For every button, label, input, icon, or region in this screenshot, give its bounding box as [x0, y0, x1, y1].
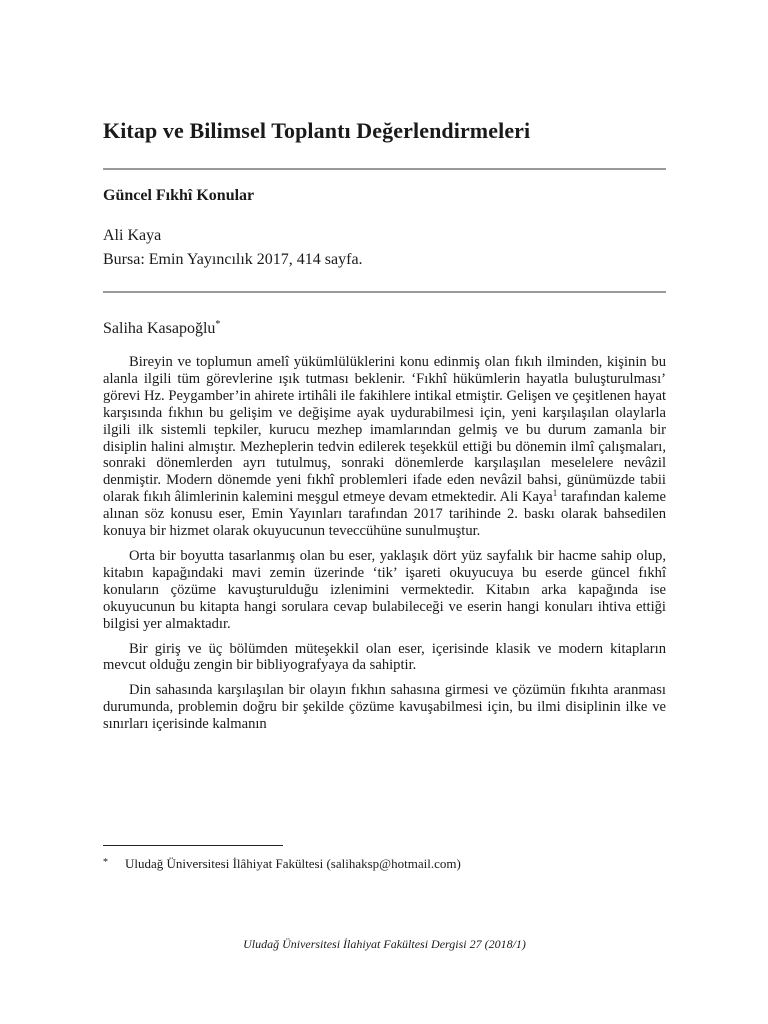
footnote-ref: 1: [552, 488, 558, 499]
reviewer-name: [103, 319, 220, 338]
paragraph-text: tarafından kaleme alınan söz konusu eser, Emin Yayınları tarafından 2017 tarihinde 2. baskı olarak bahsedilen konuya bir hizmet olarak okuyucunun teveccühüne sunulmuştur.: [103, 489, 666, 540]
running-footer: Uludağ Üniversitesi İlahiyat Fakültesi Dergisi 27 (2018/1): [243, 937, 526, 951]
footnote-text: Uludağ Üniversitesi İlâhiyat Fakültesi (salihaksp@hotmail.com): [125, 856, 461, 871]
book-info-divider: [103, 291, 666, 293]
review-body: [103, 354, 666, 741]
footnote-mark: *: [103, 857, 108, 868]
top-divider: [103, 168, 666, 170]
paragraph: [103, 354, 666, 540]
paragraph: [103, 548, 666, 633]
paragraph-text: Din sahasında karşılaşılan bir olayın fıkhın sahasına girmesi ve çözümün fıkıhta aranması durumunda, problemin doğru bir şekilde çözüme kavuşabilmesi için, bu ilmi disiplinin ilke ve sınırları içerisinde kalmanın: [103, 682, 666, 733]
paragraph-text: Bir giriş ve üç bölümden müteşekkil olan eser, içerisinde klasik ve modern kitapların mevcut olduğu zengin bir bibliyografyaya da sahiptir.: [103, 640, 666, 674]
paragraph-text: Bireyin ve toplumun amelî yükümlülüklerini konu edinmiş olan fıkıh ilminden, kişinin bu alanla ilgili tüm görevlerine ışık tutması beklenir. ‘Fıkhî hükümlerin hayatla buluşturulması’ görevi Hz. Peygamber’in ahirete irtihâli ile fakihlere intikal etmiştir. Gelişen ve çeşitlenen hayat karşısında fıkhın bu gelişim ve değişime ayak uydurabilmesi için, yeni karşılaşılan olaylarla ilgili ilk sistemli tepkiler, kurucu mezhep imamlarından gelmiş ve bu durum zamanla bir disiplin halini almıştır. Mezheplerin tedvin edilerek teşekkül ettiği bu dönemin ilmî çalışmaları, sonraki dönemlerden ayrı tutulmuş, sonraki dönemlerde karşılaşılan meselelere nevâzil denmiştir. Modern dönemde yeni fıkhî problemleri ifade eden nevâzil bahsi, günümüzde tabii olarak fıkıh âlimlerinin kalemini meşgul etmeye devam etmektedir. Ali Kaya: [103, 354, 666, 506]
book-author: Ali Kaya: [103, 227, 162, 244]
reviewer-footnote-mark: *: [215, 319, 221, 330]
paragraph: [103, 641, 666, 675]
reviewer-name-text: Saliha Kasapoğlu: [103, 320, 216, 337]
book-publication: Bursa: Emin Yayıncılık 2017, 414 sayfa.: [103, 251, 363, 268]
book-title: Güncel Fıkhî Konular: [103, 187, 255, 204]
footnote-divider: [103, 845, 283, 846]
journal-page: [103, 0, 666, 1024]
footnote: [103, 856, 461, 872]
section-title: Kitap ve Bilimsel Toplantı Değerlendirmeleri: [103, 118, 531, 143]
paragraph-text: Orta bir boyutta tasarlanmış olan bu eser, yaklaşık dört yüz sayfalık bir hacme sahip olup, kitabın kapağındaki mavi zemin üzerinde ‘tik’ işareti okuyucuya bu eserde güncel fıkhî konuların çözüme kavuşturulduğu izlenimini vermektedir. Kitabın arka kapağında ise okuyucunun bu kitapta hangi sorulara cevap bulabileceği ve eserin hangi konuları ihtiva ettiği bilgisi yer almaktadır.: [103, 547, 666, 632]
paragraph: [103, 682, 666, 733]
